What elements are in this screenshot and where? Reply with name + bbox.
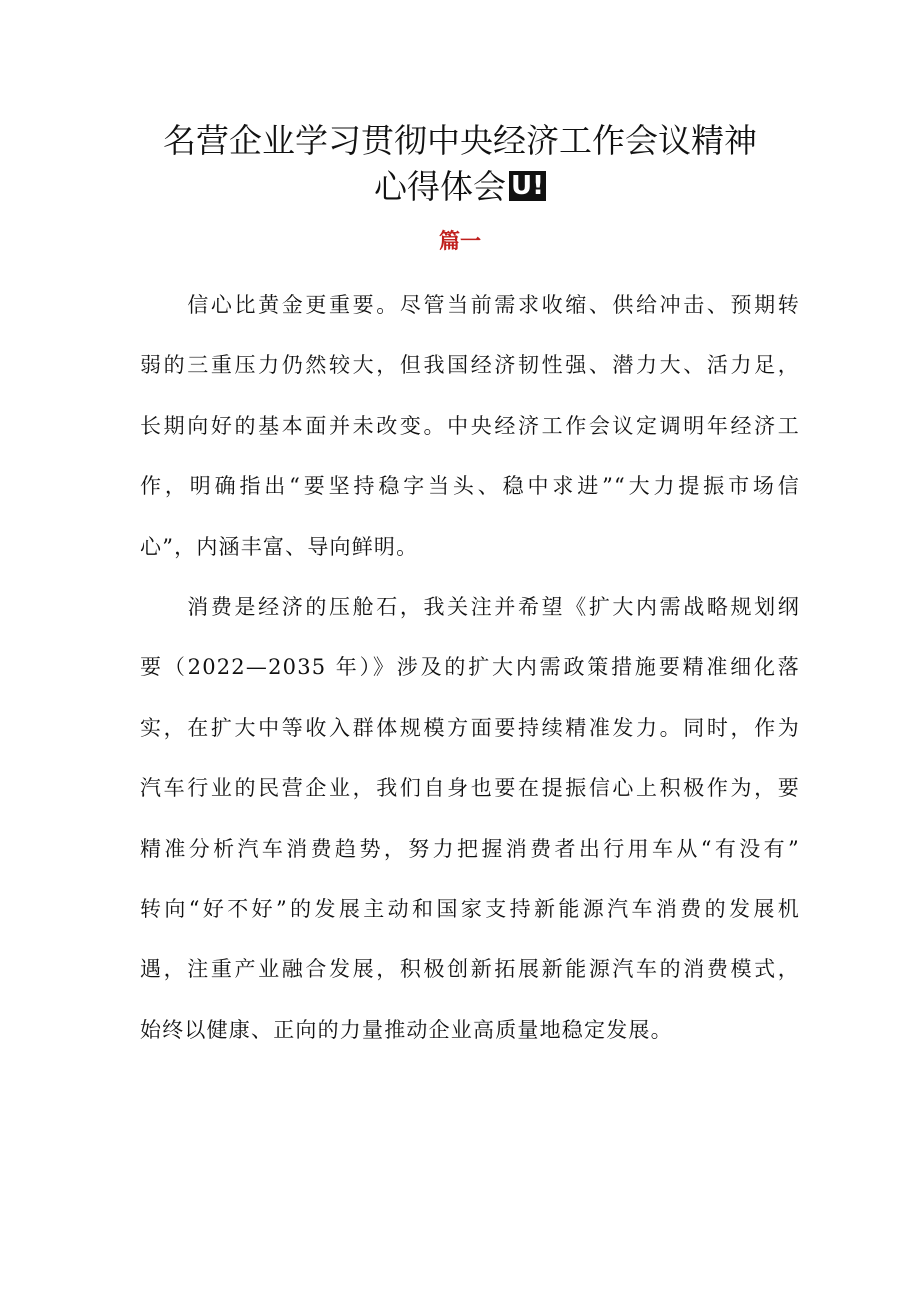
paragraph-line: 弱的三重压力仍然较大，但我国经济韧性强、潜力大、活力足， [140,353,800,378]
paragraph-line: 要（2022—2035 年）》涉及的扩大内需政策措施要精准细化落 [140,655,800,680]
document-title-line-1 [100,121,820,161]
paragraph-line: 转向“好不好”的发展主动和国家支持新能源汽车消费的发展机 [140,896,800,921]
paragraph-1 [140,285,800,587]
paragraph-line: 作，明确指出“要坚持稳字当头、稳中求进”“大力提振市场信 [140,474,800,499]
title-mark-badge: U! [511,171,544,201]
paragraph-line: 汽车行业的民营企业，我们自身也要在提振信心上积极作为，要 [140,776,800,801]
document-title-line-2 [100,167,820,207]
paragraph-line: 遇，注重产业融合发展，积极创新拓展新能源汽车的消费模式， [140,957,800,982]
paragraph-line: 始终以健康、正向的力量推动企业高质量地稳定发展。 [140,1017,673,1042]
title-text-2: 心得体会 [374,167,506,206]
paragraph-line: 精准分析汽车消费趋势，努力把握消费者出行用车从“有没有” [140,836,800,861]
paragraph-2 [140,587,800,1070]
paragraph-line: 心”，内涵丰富、导向鲜明。 [140,534,419,559]
paragraph-line: 消费是经济的压舱石，我关注并希望《扩大内需战略规划纲 [140,595,800,619]
section-heading: 篇一 [439,229,481,253]
paragraph-line: 长期向好的基本面并未改变。中央经济工作会议定调明年经济工 [140,413,800,438]
title-text-1: 名营企业学习贯彻中央经济工作会议精神 [163,121,757,160]
paragraph-line: 实，在扩大中等收入群体规模方面要持续精准发力。同时，作为 [140,715,800,740]
paragraph-line: 信心比黄金更重要。尽管当前需求收缩、供给冲击、预期转 [140,293,800,317]
